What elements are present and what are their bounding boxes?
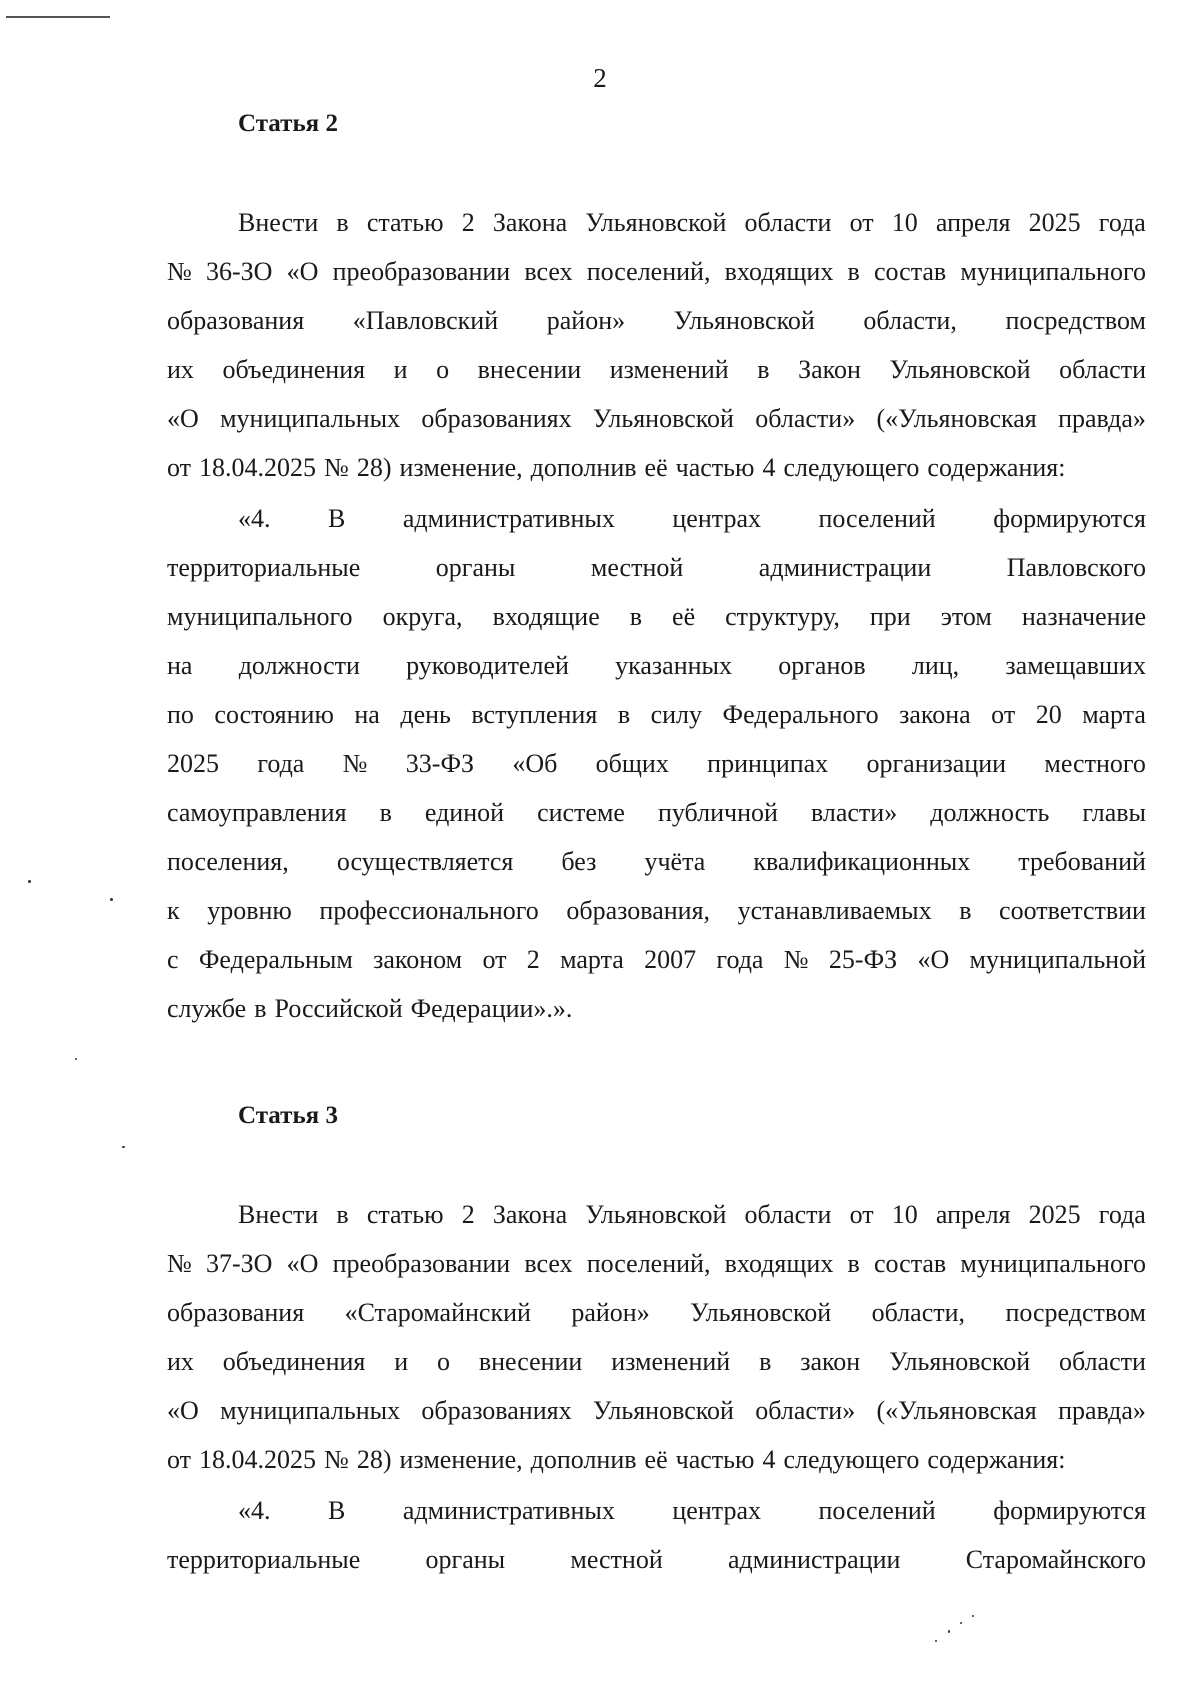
scan-speck (28, 880, 31, 883)
text-line (167, 1443, 1146, 1477)
word: по (167, 700, 194, 729)
word: Ульяновской (889, 1347, 1031, 1376)
text-line (167, 796, 1146, 830)
scan-speck (935, 1640, 937, 1642)
word: состав (873, 257, 947, 286)
word: области (1059, 1347, 1146, 1376)
word: статью (366, 1200, 444, 1229)
word: дополнив (530, 453, 637, 482)
word: следующего (783, 1445, 920, 1474)
word: и (393, 355, 408, 384)
word: муниципального (167, 602, 353, 631)
word: образования (167, 1298, 305, 1327)
word: года (1098, 1200, 1146, 1229)
text-line (167, 943, 1146, 977)
word: формируются (993, 1496, 1146, 1525)
word: 36-ЗО (206, 257, 273, 286)
word: от (167, 1445, 192, 1474)
word: 2 (526, 945, 540, 974)
word: закон (800, 1347, 861, 1376)
word: образованиях (421, 1396, 572, 1425)
word: апреля (935, 208, 1011, 237)
word: о (436, 1347, 450, 1376)
word: Федерации».». (410, 994, 573, 1023)
word: поселений (818, 1496, 936, 1525)
word: «О (917, 945, 950, 974)
word: в (759, 1347, 772, 1376)
word: Ульяновской (585, 1200, 727, 1229)
word: 37-ЗО (206, 1249, 273, 1278)
text-line (167, 353, 1146, 387)
word: Закон (798, 355, 861, 384)
word: изменений (611, 1347, 731, 1376)
word: этом (940, 602, 992, 631)
word: округа, (382, 602, 463, 631)
word: органы (425, 1545, 506, 1574)
word: власти» (810, 798, 898, 827)
word: преобразовании (332, 257, 511, 286)
word: службе (167, 994, 247, 1023)
word: центрах (672, 1496, 761, 1525)
text-line (167, 992, 1146, 1026)
text-line (167, 402, 1146, 436)
word: их (167, 1347, 194, 1376)
word: вступления (471, 700, 598, 729)
word: объединения (222, 1347, 366, 1376)
word: в (629, 602, 643, 631)
word: изменение, (399, 453, 523, 482)
word: в (757, 355, 770, 384)
word: входящих (724, 1249, 834, 1278)
word: Закона (492, 1200, 568, 1229)
word: Ульяновской (585, 208, 727, 237)
word: Ульяновской (690, 1298, 832, 1327)
word: о (436, 355, 450, 384)
word: объединения (222, 355, 366, 384)
word: Закона (492, 208, 568, 237)
text-line (167, 600, 1146, 634)
word: административных (402, 504, 615, 533)
word: статью (366, 208, 444, 237)
text-line (167, 1296, 1146, 1330)
word: № (324, 1445, 349, 1474)
word: 20 (1035, 700, 1062, 729)
word: Внести (238, 1200, 319, 1229)
scan-speck (122, 1146, 125, 1148)
word: структуру, (725, 602, 840, 631)
word: области» (755, 404, 856, 433)
word: местной (590, 553, 684, 582)
word: Внести (238, 208, 319, 237)
word: «О (167, 1396, 199, 1425)
word: без (561, 847, 597, 876)
word: Ульяновской (592, 1396, 734, 1425)
word: при (869, 602, 911, 631)
text-line (167, 894, 1146, 928)
word: посредством (1005, 1298, 1146, 1327)
word: от (167, 453, 192, 482)
word: марта (1082, 700, 1146, 729)
word: организации (866, 749, 1007, 778)
word: должность (930, 798, 1050, 827)
word: в (959, 896, 972, 925)
word: «Павловский (352, 306, 499, 335)
word: «О (286, 1249, 319, 1278)
word: силу (650, 700, 703, 729)
word: системе (537, 798, 625, 827)
word: 2007 (644, 945, 697, 974)
scan-artifact (6, 16, 110, 18)
word: общих (595, 749, 669, 778)
word: её (644, 453, 668, 482)
word: поселений, (586, 257, 711, 286)
word: Российской (274, 994, 403, 1023)
word: в (336, 208, 349, 237)
word: район» (571, 1298, 650, 1327)
word: день (400, 700, 451, 729)
word: поселений (818, 504, 936, 533)
text-line (167, 747, 1146, 781)
word: частью (675, 453, 755, 482)
word: образованиях (421, 404, 572, 433)
page-number: 2 (593, 63, 607, 93)
text-line (167, 1543, 1146, 1577)
word: Федеральным (198, 945, 353, 974)
word: образования, (566, 896, 711, 925)
word: в (847, 1249, 860, 1278)
word: следующего (783, 453, 920, 482)
scan-speck (75, 1058, 77, 1060)
text-line (167, 451, 1146, 485)
word: всех (524, 257, 573, 286)
word: уровню (207, 896, 292, 925)
word: преобразовании (332, 1249, 511, 1278)
word: года (716, 945, 764, 974)
word: в (254, 994, 267, 1023)
word: замещавших (1005, 651, 1146, 680)
word: публичной (657, 798, 778, 827)
word: муниципального (960, 1249, 1146, 1278)
word: № (342, 749, 368, 778)
word: состоянию (214, 700, 334, 729)
word: состав (873, 1249, 947, 1278)
word: муниципальной (969, 945, 1146, 974)
word: административных (402, 1496, 615, 1525)
word: Федерального (722, 700, 879, 729)
word: 10 (891, 208, 918, 237)
word: от (482, 945, 507, 974)
word: администрации (758, 553, 932, 582)
word: входящие (492, 602, 600, 631)
word: входящих (724, 257, 834, 286)
word: «4. (238, 504, 271, 533)
word: «4. (238, 1496, 271, 1525)
word: 2025 (167, 749, 219, 778)
word: поселений, (586, 1249, 711, 1278)
word: местного (1044, 749, 1146, 778)
word: 28) (356, 1445, 392, 1474)
word: местной (570, 1545, 663, 1574)
article-2-heading: Статья 2 (238, 110, 338, 137)
word: области (744, 208, 832, 237)
word: правда» (1058, 404, 1146, 433)
word: лиц, (911, 651, 960, 680)
word: администрации (728, 1545, 901, 1574)
word: № (324, 453, 349, 482)
text-line (238, 502, 1146, 536)
word: муниципальных (220, 1396, 401, 1425)
word: посредством (1005, 306, 1146, 335)
word: 4 (762, 453, 776, 482)
word: её (672, 602, 696, 631)
word: профессионального (319, 896, 539, 925)
text-line (167, 255, 1146, 289)
word: на (354, 700, 380, 729)
word: В (328, 1496, 346, 1525)
word: области, (871, 1298, 966, 1327)
word: внесении (477, 355, 582, 384)
word: 2 (461, 1200, 475, 1229)
word: области» (755, 1396, 856, 1425)
word: закона (899, 700, 971, 729)
text-line (167, 649, 1146, 683)
word: в (336, 1200, 349, 1229)
word: от (849, 208, 874, 237)
word: области (744, 1200, 832, 1229)
word: формируются (993, 504, 1146, 533)
word: года (257, 749, 305, 778)
word: должности (238, 651, 360, 680)
word: Ульяновской (673, 306, 815, 335)
word: на (167, 651, 193, 680)
word: 18.04.2025 (199, 1445, 317, 1474)
word: территориальные (167, 1545, 361, 1574)
word: принципах (707, 749, 829, 778)
word: район» (546, 306, 626, 335)
word: изменение, (399, 1445, 523, 1474)
word: квалификационных (753, 847, 971, 876)
word: муниципального (960, 257, 1146, 286)
word: их (167, 355, 194, 384)
word: года (1098, 208, 1146, 237)
word: («Ульяновская (876, 1396, 1037, 1425)
word: самоуправления (167, 798, 347, 827)
word: от (991, 700, 1016, 729)
word: 33-ФЗ (405, 749, 475, 778)
word: 10 (891, 1200, 918, 1229)
word: в (379, 798, 392, 827)
word: дополнив (530, 1445, 637, 1474)
word: В (328, 504, 346, 533)
word: в (847, 257, 860, 286)
word: № (167, 1249, 192, 1278)
word: Павловского (1006, 553, 1146, 582)
word: («Ульяновская (876, 404, 1037, 433)
word: осуществляется (336, 847, 514, 876)
word: от (849, 1200, 874, 1229)
word: содержания: (927, 453, 1066, 482)
word: внесении (478, 1347, 583, 1376)
word: устанавливаемых (737, 896, 932, 925)
text-line (238, 206, 1146, 240)
text-line (167, 1247, 1146, 1281)
word: 28) (356, 453, 392, 482)
scan-speck (972, 1615, 974, 1617)
text-line (167, 1394, 1146, 1428)
word: главы (1082, 798, 1146, 827)
word: учёта (644, 847, 706, 876)
word: органов (778, 651, 866, 680)
word: 2025 (1028, 208, 1081, 237)
scan-speck (110, 898, 113, 901)
word: области (1059, 355, 1146, 384)
word: 25-ФЗ (828, 945, 898, 974)
word: «Старомайнский (344, 1298, 531, 1327)
word: законом (373, 945, 463, 974)
word: «Об (512, 749, 558, 778)
word: назначение (1021, 602, 1146, 631)
scan-speck (960, 1622, 962, 1624)
word: центрах (672, 504, 761, 533)
word: территориальные (167, 553, 361, 582)
word: требований (1018, 847, 1146, 876)
word: указанных (615, 651, 733, 680)
word: № (167, 257, 192, 286)
word: «О (286, 257, 319, 286)
word: к (167, 896, 180, 925)
word: правда» (1058, 1396, 1146, 1425)
word: Ульяновской (592, 404, 734, 433)
text-line (167, 1345, 1146, 1379)
text-line (167, 845, 1146, 879)
word: содержания: (927, 1445, 1066, 1474)
word: руководителей (406, 651, 569, 680)
word: муниципальных (220, 404, 401, 433)
word: с (167, 945, 179, 974)
word: 18.04.2025 (199, 453, 317, 482)
word: органы (435, 553, 516, 582)
article-3-heading: Статья 3 (238, 1102, 338, 1129)
text-line (167, 304, 1146, 338)
word: единой (424, 798, 505, 827)
word: апреля (935, 1200, 1011, 1229)
word: марта (560, 945, 624, 974)
word: и (394, 1347, 409, 1376)
word: 2 (461, 208, 475, 237)
word: в (617, 700, 631, 729)
word: «О (167, 404, 199, 433)
word: области, (863, 306, 957, 335)
word: соответствии (999, 896, 1146, 925)
word: 4 (762, 1445, 776, 1474)
text-line (167, 551, 1146, 585)
word: Старомайнского (965, 1545, 1146, 1574)
word: её (644, 1445, 668, 1474)
text-line (238, 1198, 1146, 1232)
word: всех (524, 1249, 573, 1278)
text-line (167, 698, 1146, 732)
word: частью (675, 1445, 755, 1474)
word: 2025 (1028, 1200, 1081, 1229)
text-line (238, 1494, 1146, 1528)
word: изменений (609, 355, 729, 384)
word: образования (167, 306, 305, 335)
word: поселения, (167, 847, 289, 876)
word: Ульяновской (889, 355, 1031, 384)
word: № (783, 945, 809, 974)
scan-speck (948, 1630, 950, 1633)
